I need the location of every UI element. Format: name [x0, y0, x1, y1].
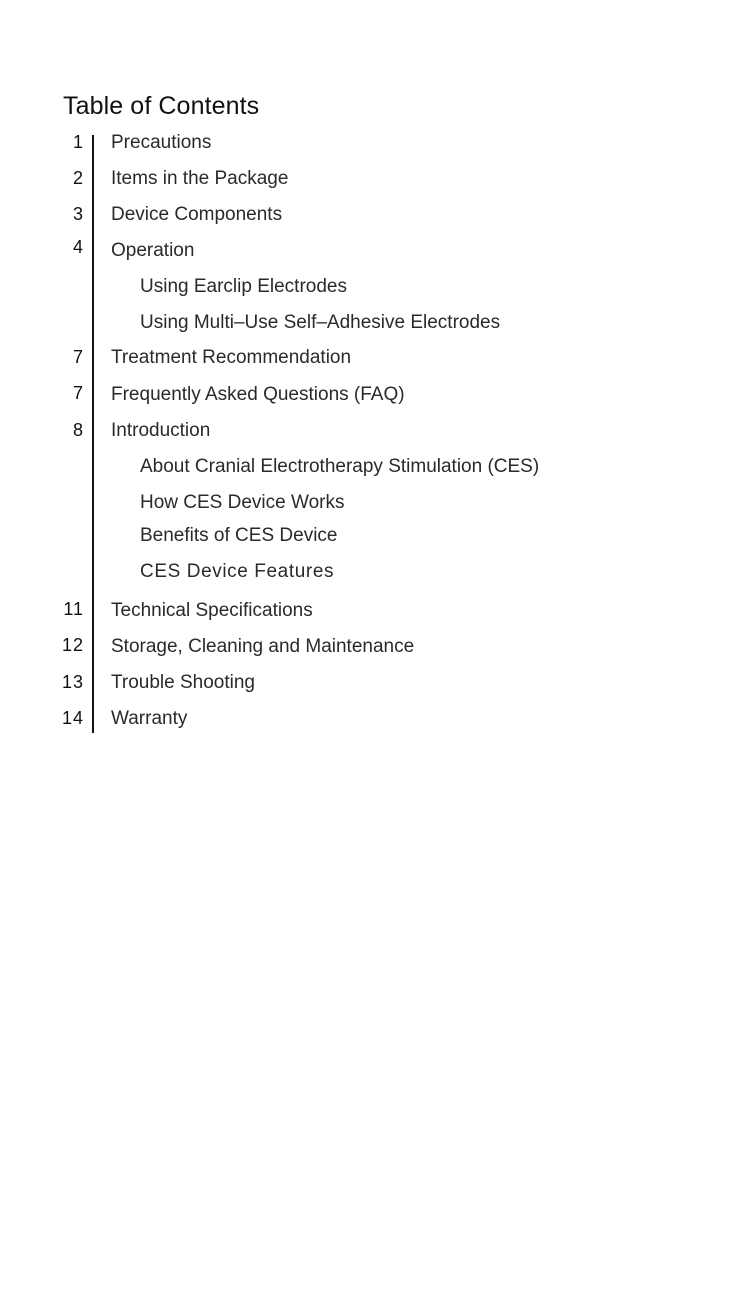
toc-entry[interactable]: Warranty: [111, 708, 188, 729]
toc-page-number: 14: [61, 708, 84, 728]
toc-page-number: 7: [72, 347, 84, 367]
toc-subentry[interactable]: About Cranial Electrotherapy Stimulation (CES): [140, 456, 540, 477]
toc-entry[interactable]: Precautions: [111, 132, 212, 153]
toc-entry[interactable]: Operation: [111, 240, 195, 261]
toc-divider-line: [92, 135, 94, 733]
toc-page-number: 8: [72, 420, 84, 440]
toc-subentry[interactable]: Using Multi–Use Self–Adhesive Electrodes: [140, 312, 501, 333]
toc-page-number: 2: [72, 168, 84, 188]
toc-page-number: 11: [63, 599, 84, 619]
toc-entry[interactable]: Trouble Shooting: [111, 672, 256, 693]
toc-page-number: 13: [61, 672, 84, 692]
page-title: Table of Contents: [63, 92, 260, 120]
toc-entry[interactable]: Technical Specifications: [111, 600, 313, 621]
toc-entry[interactable]: Device Components: [111, 204, 283, 225]
toc-subentry[interactable]: Benefits of CES Device: [140, 525, 338, 546]
toc-subentry[interactable]: Using Earclip Electrodes: [140, 276, 347, 297]
toc-entry[interactable]: Storage, Cleaning and Maintenance: [111, 636, 415, 657]
toc-entry[interactable]: Introduction: [111, 420, 211, 441]
toc-subentry[interactable]: CES Device Features: [140, 561, 335, 582]
toc-entry[interactable]: Treatment Recommendation: [111, 347, 352, 368]
toc-entry[interactable]: Frequently Asked Questions (FAQ): [111, 384, 405, 405]
toc-subentry[interactable]: How CES Device Works: [140, 492, 345, 513]
toc-page-number: 3: [72, 204, 84, 224]
toc-page-number: 7: [72, 383, 84, 403]
toc-entry[interactable]: Items in the Package: [111, 168, 289, 189]
toc-page-number: 4: [72, 237, 84, 257]
toc-page-number: 1: [72, 132, 84, 152]
toc-page-number: 12: [61, 635, 84, 655]
